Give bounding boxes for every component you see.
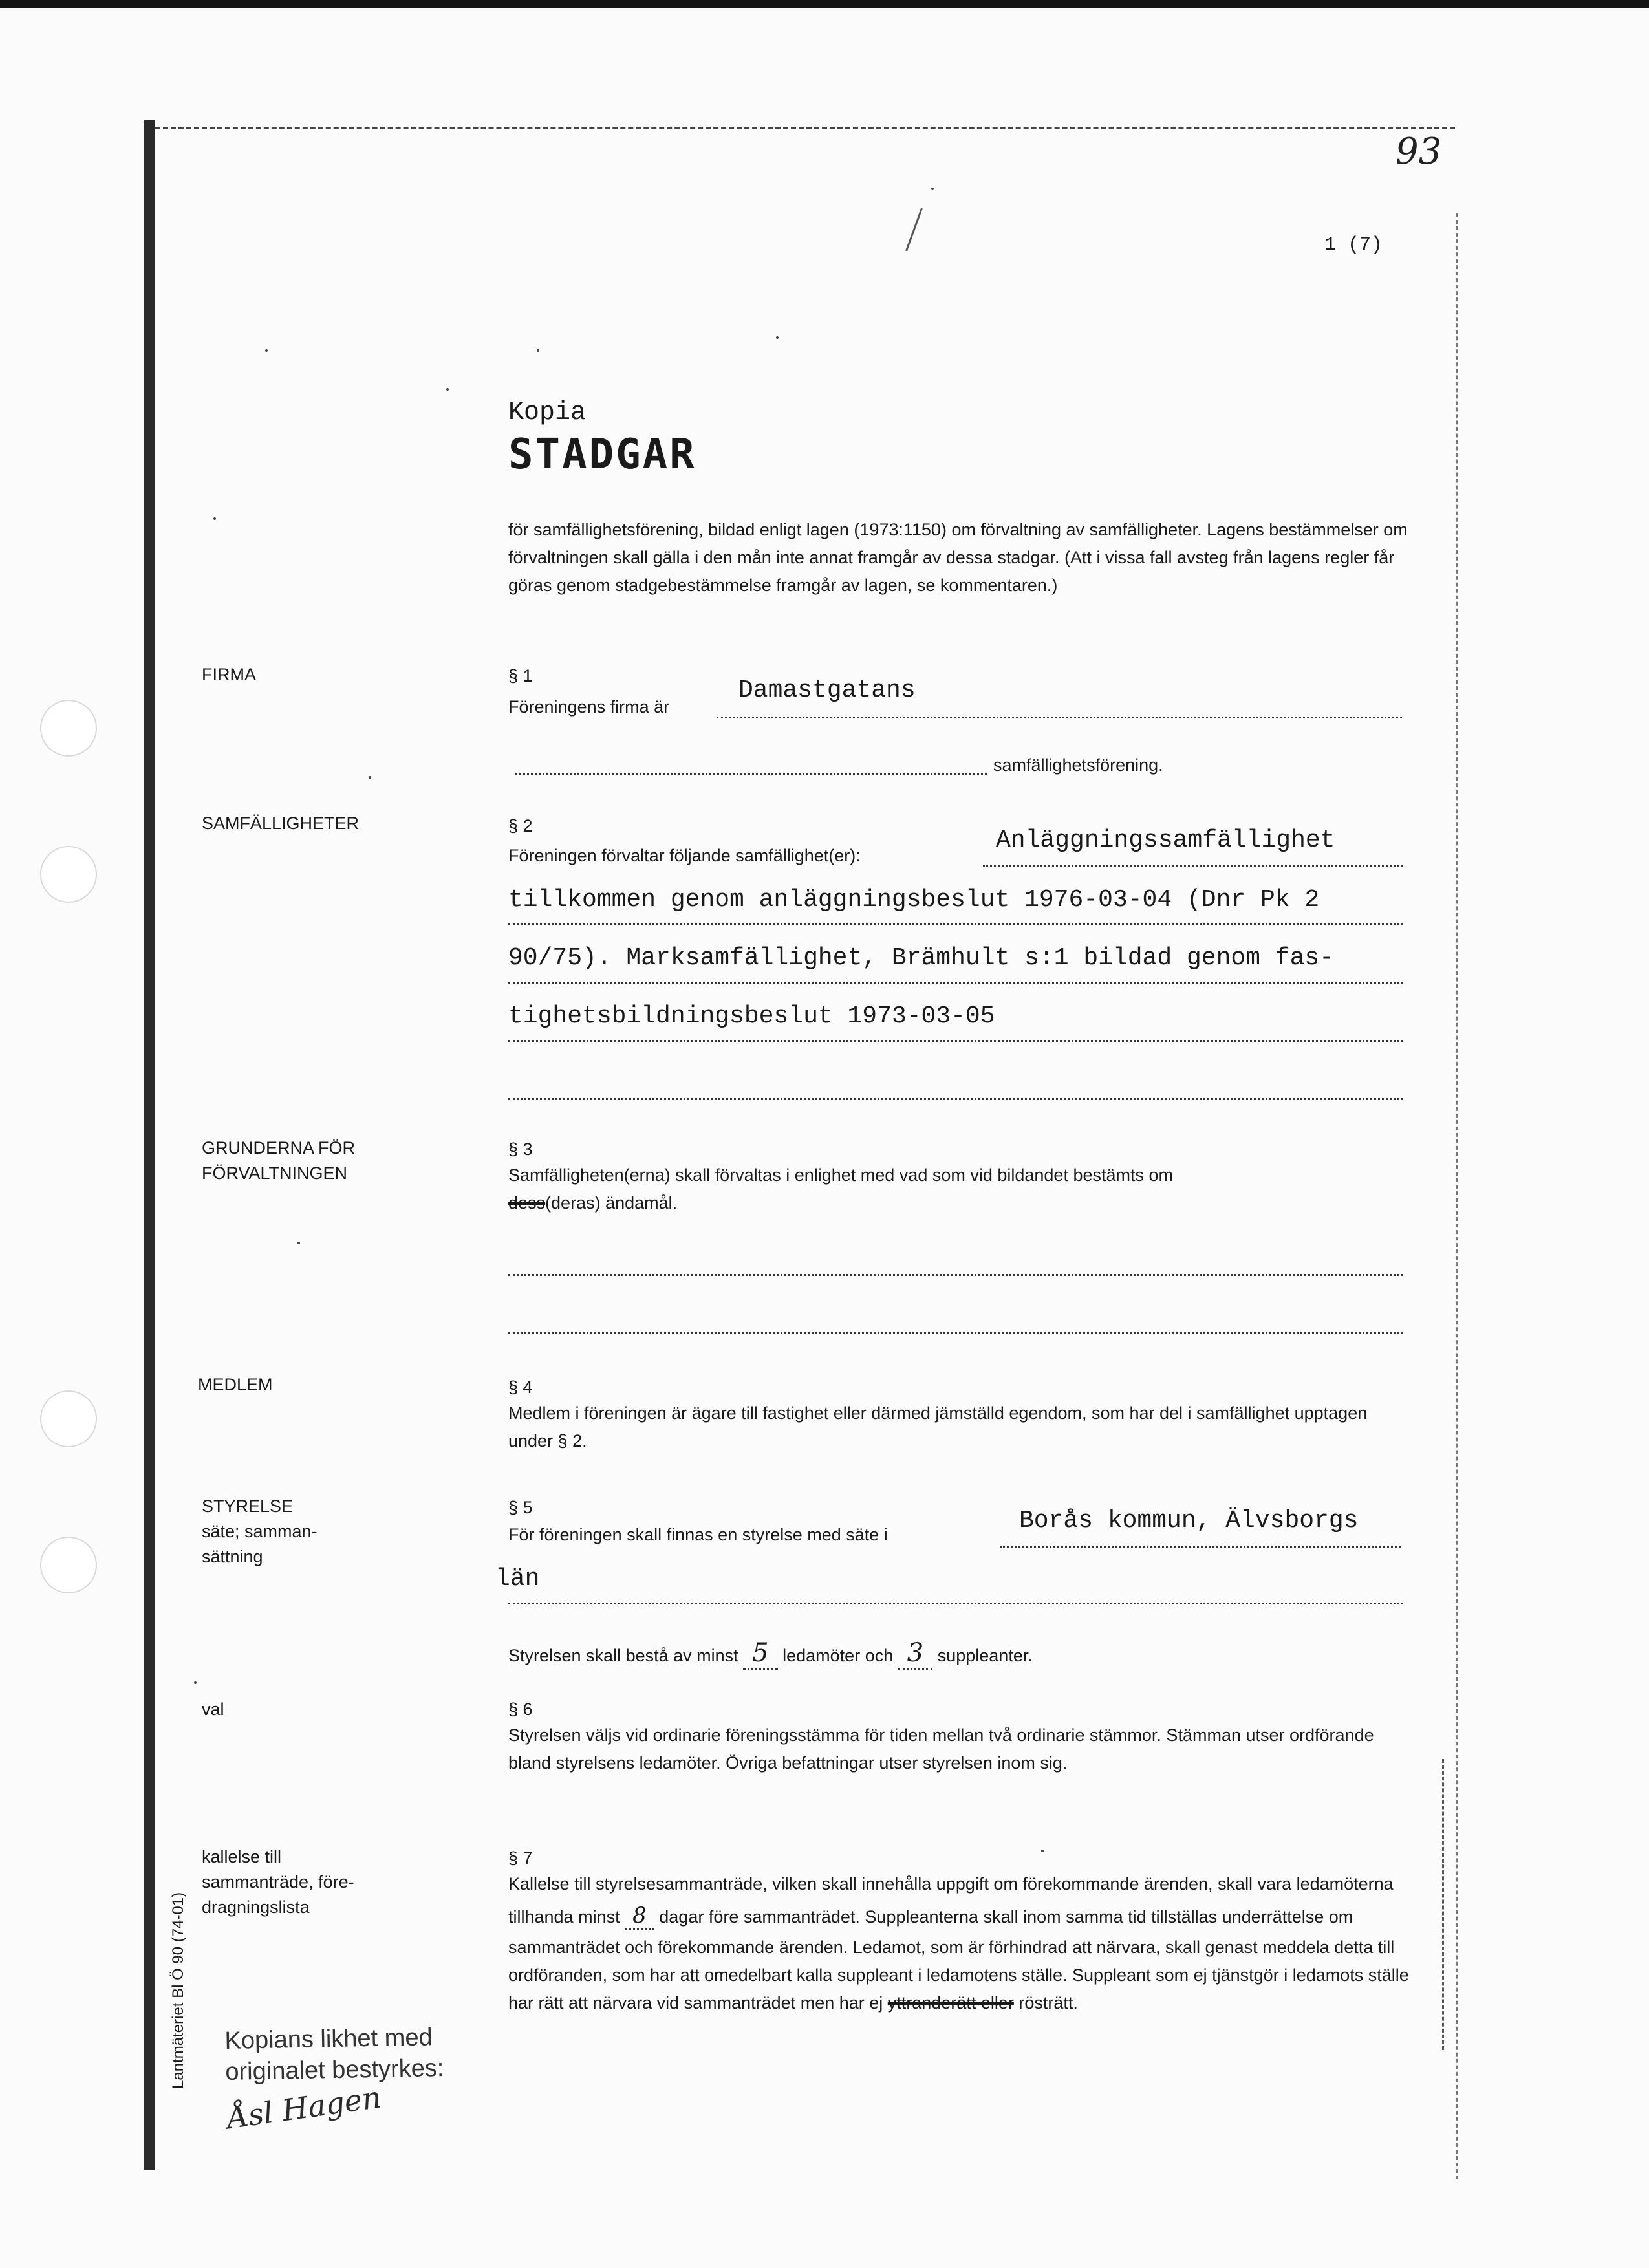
kopia-label: Kopia xyxy=(508,398,587,427)
firma-value: Damastgatans xyxy=(738,676,916,704)
stamp-line: originalet bestyrkes: xyxy=(225,2054,444,2086)
scan-speck xyxy=(213,517,216,520)
deputies-count: 3 xyxy=(898,1638,932,1670)
handwritten-page-number: 93 xyxy=(1396,131,1442,173)
right-edge-line xyxy=(1456,213,1458,2179)
punch-hole xyxy=(40,1390,97,1447)
struck-word: dess xyxy=(508,1193,546,1213)
samfalligheter-field-line xyxy=(508,917,1403,925)
kallelse-text-b: dagar före sammanträdet. Suppleanterna skall inom samma tid tillställas underrättelse om sammanträdet och förekommande ärenden. Ledamot, som är förhindrad att närvara, skall genast meddela detta till ordföranden, som har att omedelbart kalla suppleant i ledamotens ställe. Suppleant som ej tjänstgör i ledamots ställe har rätt att närvara vid sammanträdet men har ej xyxy=(508,1907,1409,2013)
styrelse-lead: För föreningen skall finnas en styrelse med säte i xyxy=(508,1525,888,1544)
top-scan-edge xyxy=(0,0,1649,8)
styrelse-field-line xyxy=(1000,1539,1401,1548)
samfalligheter-field-line xyxy=(508,975,1403,984)
samfalligheter-value-line: tillkommen genom anläggningsbeslut 1976-03-04 (Dnr Pk 2 xyxy=(508,886,1320,914)
grunderna-text-a: Samfälligheten(erna) skall förvaltas i enlighet med vad som vid bildandet bestämts om xyxy=(508,1165,1174,1185)
scan-speck xyxy=(194,1681,197,1684)
styrelse-members-line xyxy=(508,1632,1033,1674)
members-post: suppleanter. xyxy=(937,1646,1033,1665)
margin-label-medlem: MEDLEM xyxy=(198,1375,273,1394)
grunderna-text xyxy=(508,1161,1414,1217)
stamp-line: Kopians likhet med xyxy=(224,2024,433,2055)
medlem-text: Medlem i föreningen är ägare till fastighet eller därmed jämställd egendom, som har del i samfällighet upptagen under § 2. xyxy=(508,1403,1368,1451)
firma-field-line-2 xyxy=(515,767,987,775)
members-mid: ledamöter och xyxy=(782,1646,894,1665)
margin-label-samfalligheter: SAMFÄLLIGHETER xyxy=(202,814,360,833)
kallelse-text-a: Kallelse till styrelsesammanträde, vilken skall innehålla uppgift om förekommande ärenden, skall vara ledamöterna tillhanda minst xyxy=(508,1874,1394,1927)
document-title: STADGAR xyxy=(508,431,696,479)
margin-label-styrelse: STYRELSE säte; samman- sättning xyxy=(202,1496,318,1567)
form-code-vertical: Lantmäteriet Bl Ö 90 (74-01) xyxy=(169,1892,187,2089)
top-dashed-rule xyxy=(155,127,1455,129)
margin-label-kallelse: kallelse till sammanträde, före- dragningslista xyxy=(202,1847,354,1917)
samfalligheter-field-line xyxy=(983,859,1403,867)
margin-label-firma: FIRMA xyxy=(202,665,256,684)
grunderna-field-line xyxy=(508,1268,1403,1276)
section-number: § 5 xyxy=(508,1498,533,1517)
section-number: § 3 xyxy=(508,1139,533,1159)
firma-lead: Föreningens firma är xyxy=(508,697,670,717)
samfalligheter-field-line xyxy=(508,1092,1403,1100)
styrelse-seat-value-2: län xyxy=(495,1565,540,1593)
certification-stamp xyxy=(224,2022,444,2088)
val-text: Styrelsen väljs vid ordinarie föreningsstämma för tiden mellan två ordinarie stämmor. Stämman utser ordförande bland styrelsens ledamöter. Övriga befattningar utser styrelsen inom sig. xyxy=(508,1725,1374,1773)
firma-suffix: samfällighetsförening. xyxy=(993,755,1163,775)
intro-text: för samfällighetsförening, bildad enligt lagen (1973:1150) om förvaltning av samfälligheter. Lagens bestämmelser om förvaltningen skall gälla i den mån inte annat framgår av dessa stadgar. (Att i vissa fall avsteg från lagens regler får göras genom stadgebestämmelse framgår av lagen, se kommentaren.) xyxy=(508,520,1408,596)
section-number: § 6 xyxy=(508,1700,533,1719)
left-margin-bar xyxy=(144,120,155,2170)
samfalligheter-lead: Föreningen förvaltar följande samfällighet(er): xyxy=(508,846,861,865)
struck-words: yttranderätt eller xyxy=(887,1993,1014,2013)
grunderna-field-line xyxy=(508,1326,1403,1334)
scan-speck xyxy=(446,388,449,391)
kallelse-text xyxy=(508,1870,1414,2017)
pencil-tick xyxy=(905,208,923,252)
punch-hole xyxy=(40,700,97,757)
margin-label-val: val xyxy=(202,1700,224,1719)
margin-label-grunderna: GRUNDERNA FÖR FÖRVALTNINGEN xyxy=(202,1138,356,1183)
section-number: § 1 xyxy=(508,666,533,686)
signature: Åsl Hagen xyxy=(224,2079,383,2136)
samfalligheter-field-line xyxy=(508,1033,1403,1042)
members-pre: Styrelsen skall bestå av minst xyxy=(508,1646,738,1665)
scan-speck xyxy=(776,336,779,339)
scan-speck xyxy=(369,776,371,779)
punch-hole xyxy=(40,846,97,903)
firma-field-line xyxy=(717,710,1402,718)
samfalligheter-value-line: 90/75). Marksamfällighet, Brämhult s:1 bildad genom fas- xyxy=(508,944,1335,972)
scan-speck xyxy=(265,349,268,352)
styrelse-field-line xyxy=(508,1596,1403,1604)
right-edge-marks xyxy=(1442,1759,1444,2050)
scan-speck xyxy=(297,1242,300,1244)
section-number: § 2 xyxy=(508,816,533,836)
members-count: 5 xyxy=(743,1638,777,1670)
page-marker: 1 (7) xyxy=(1324,234,1383,256)
kallelse-text-c: rösträtt. xyxy=(1018,1993,1078,2013)
styrelse-seat-value: Borås kommun, Älvsborgs xyxy=(1019,1507,1359,1535)
grunderna-text-b: (deras) ändamål. xyxy=(545,1193,678,1213)
scan-speck xyxy=(931,188,934,190)
days-count: 8 xyxy=(625,1903,654,1930)
punch-hole xyxy=(40,1537,97,1593)
scan-speck xyxy=(537,349,539,352)
scan-speck xyxy=(1041,1850,1044,1852)
section-number: § 4 xyxy=(508,1377,533,1397)
samfalligheter-value-line: tighetsbildningsbeslut 1973-03-05 xyxy=(508,1002,995,1030)
section-number: § 7 xyxy=(508,1848,533,1868)
samfalligheter-value-line: Anläggningssamfällighet xyxy=(996,826,1335,854)
